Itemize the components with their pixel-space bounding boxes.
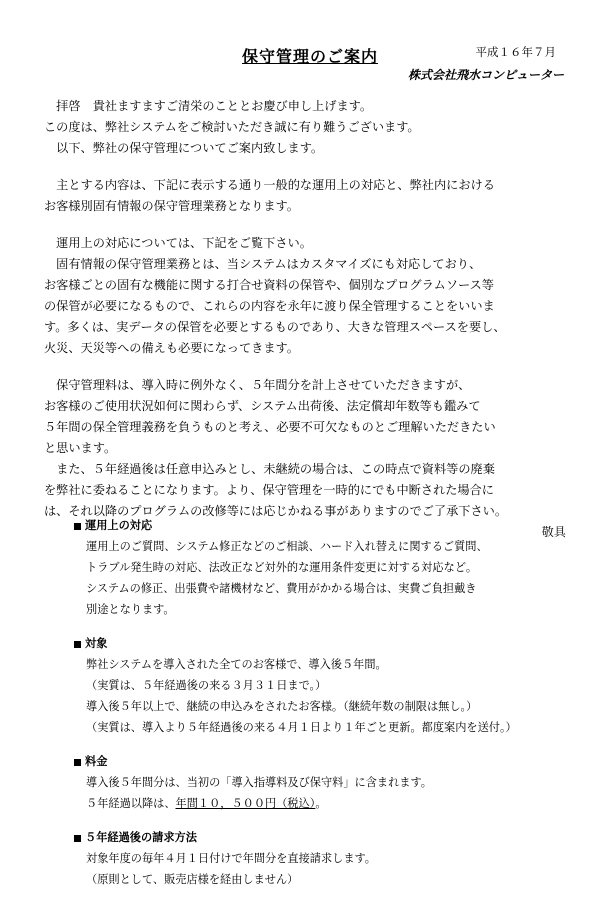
- section-line: （実質は、５年経過後の来る３月３１日まで。）: [86, 679, 327, 692]
- text-line: 固有情報の保守管理業務とは、当システムはカスタマイズにも対応しており、: [44, 257, 482, 271]
- section-target: [74, 633, 574, 738]
- fee-paragraph: [44, 375, 572, 522]
- bullet-square-icon: [74, 523, 81, 530]
- overview-paragraph: [44, 175, 572, 217]
- section-line: ５年経過以降は、年間１０，５００円（税込）。: [86, 797, 327, 810]
- text-line: お客様ごとの固有な機能に関する打合せ資料の保管や、個別なプログラムソース等: [44, 278, 494, 292]
- text-line: 火災、天災等への備えも必要になってきます。: [44, 341, 299, 355]
- text-line: す。多くは、実データの保管を必要とするものであり、大きな管理スペースを要し、: [44, 320, 506, 334]
- text-line: お客様別固有情報の保守管理業務となります。: [44, 199, 299, 213]
- section-line: システムの修正、出張費や諸機材など、費用がかかる場合は、実費ご負担戴き: [86, 582, 477, 595]
- section-fee: [74, 751, 574, 814]
- text-line: 保守管理料は、導入時に例外なく、５年間分を計上させていただきますが、: [44, 378, 471, 392]
- section-operations: [74, 515, 574, 620]
- document-title: 保守管理のご案内: [242, 47, 379, 66]
- section-line: 別途となります。: [86, 603, 175, 616]
- section-heading: 対象: [85, 637, 108, 650]
- text-line: の保管が必要になるもので、これらの内容を永年に渡り保全管理することをいいま: [44, 299, 495, 313]
- section-line: 導入後５年以上で、継続の申込みをされたお客様。（継続年数の制限は無し。）: [86, 700, 478, 713]
- closing-remark: 敬具: [541, 525, 566, 539]
- text-line: お客様のご使用状況如何に関わらず、システム出荷後、法定償却年数等も鑑みて: [44, 399, 481, 413]
- bullet-square-icon: [74, 835, 81, 842]
- annual-fee-amount: 年間１０，５００円（税込）: [175, 797, 316, 810]
- text-line: 運用上の対応については、下記をご覧下さい。: [44, 236, 312, 250]
- section-line: 対象年度の毎年４月１日付けで年間分を直接請求します。: [86, 852, 376, 865]
- section-line: 導入後５年間分は、当初の「導入指導料及び保守料」に含まれます。: [86, 776, 432, 789]
- letter-body: [44, 96, 572, 543]
- company-name: 株式会社飛水コンピューター: [407, 68, 564, 82]
- section-heading: ５年経過後の請求方法: [85, 831, 197, 844]
- text-line: と思います。: [44, 441, 117, 455]
- section-line: （実質は、導入より５年経過後の来る４月１日より１年ごと更新。都度案内を送付。）: [86, 721, 517, 734]
- text-line: は、それ以降のプログラムの改修等には応じかねる事がありますのでご了承下さい。: [44, 504, 508, 518]
- greeting-paragraph: [44, 96, 572, 159]
- text-line: また、５年経過後は任意申込みとし、未継続の場合は、この時点で資料等の廃棄: [44, 462, 495, 476]
- section-heading: 運用上の対応: [85, 519, 153, 532]
- document-date: 平成１６年７月: [475, 45, 556, 59]
- section-line: （原則として、販売店様を経由しません）: [86, 873, 299, 886]
- info-sections: [74, 515, 574, 903]
- text-line: この度は、弊社システムをご検討いただき誠に有り難うございます。: [44, 120, 420, 134]
- bullet-square-icon: [74, 641, 81, 648]
- details-paragraph: [44, 233, 572, 359]
- text-line: 以下、弊社の保守管理についてご案内致します。: [44, 141, 324, 155]
- text-line: 主とする内容は、下記に表示する通り一般的な運用上の対応と、弊社内における: [44, 178, 495, 192]
- section-line: 運用上のご質問、システム修正などのご相談、ハード入れ替えに関するご質問、: [86, 540, 488, 553]
- section-line: トラブル発生時の対応、法改正など対外的な運用条件変更に対する対応など。: [86, 561, 478, 574]
- section-line: 弊社システムを導入された全てのお客様で、導入後５年間。: [86, 658, 387, 671]
- text-line: 拝啓 貴社ますますご清栄のこととお慶び申し上げます。: [44, 99, 373, 113]
- text-line: ５年間の保全管理義務を負うものと考え、必要不可欠なものとご理解いただきたい: [44, 420, 496, 434]
- section-heading: 料金: [85, 755, 108, 768]
- bullet-square-icon: [74, 759, 81, 766]
- text-line: を弊社に委ねることになります。より、保守管理を一時的にでも中断された場合に: [44, 483, 494, 497]
